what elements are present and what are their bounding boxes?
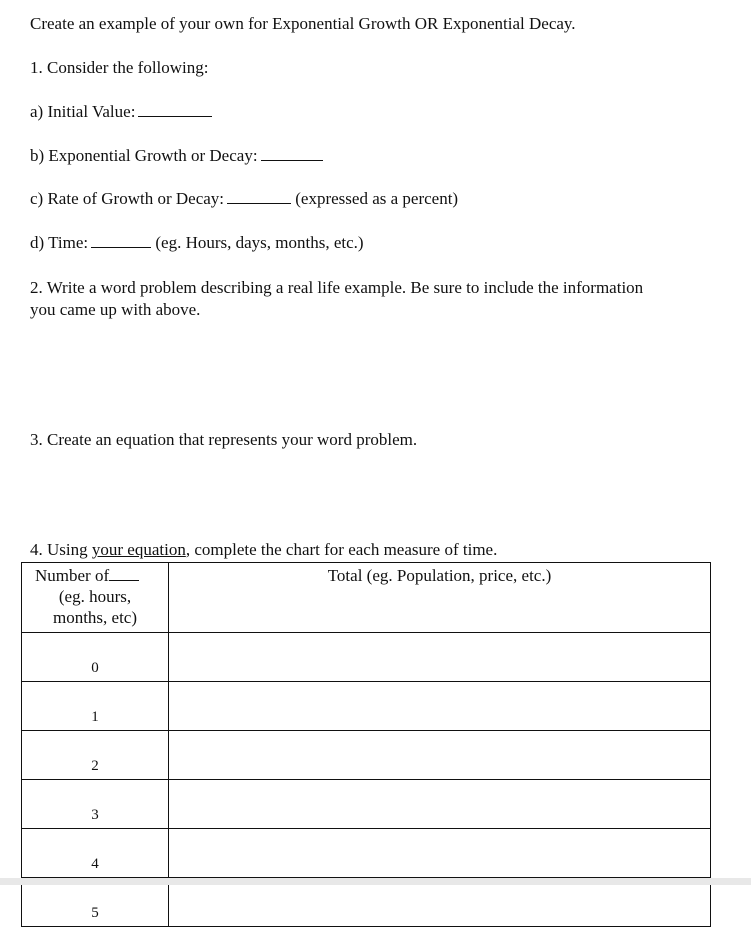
- q4-heading-underlined: your equation: [91, 540, 186, 559]
- header-total: Total (eg. Population, price, etc.): [169, 563, 711, 633]
- header-number-of-label: Number of: [35, 566, 110, 585]
- header-example-line2: months, etc): [52, 608, 138, 627]
- q1-c-row: [30, 189, 458, 209]
- q1-c-label: c) Rate of Growth or Decay:: [30, 189, 225, 208]
- growth-decay-blank[interactable]: [261, 146, 323, 161]
- time-total-table: [21, 562, 711, 927]
- initial-value-blank[interactable]: [138, 102, 212, 117]
- q2-prompt: 2. Write a word problem describing a real life example. Be sure to include the information you came up with above.: [30, 278, 644, 319]
- time-cell: 2: [22, 731, 169, 780]
- table-row: [22, 682, 711, 731]
- time-cell: 4: [22, 829, 169, 878]
- total-cell[interactable]: [169, 682, 711, 731]
- table-row: [22, 731, 711, 780]
- q1-d-row: [30, 233, 364, 253]
- q1-a-row: [30, 102, 212, 122]
- q1-d-label: d) Time:: [30, 233, 89, 252]
- total-cell[interactable]: [169, 829, 711, 878]
- q1-c-note: (expressed as a percent): [295, 189, 459, 208]
- page-title: Create an example of your own for Exponential Growth OR Exponential Decay.: [30, 14, 576, 33]
- unit-blank[interactable]: [109, 568, 139, 581]
- table-row: [22, 829, 711, 878]
- header-number-of: [22, 563, 169, 633]
- q1-b-row: [30, 146, 323, 166]
- time-cell: 1: [22, 682, 169, 731]
- time-cell: 5: [22, 878, 169, 927]
- table-row: [22, 633, 711, 682]
- table-row: [22, 780, 711, 829]
- page-bottom-edge: [0, 878, 751, 885]
- q1-b-label: b) Exponential Growth or Decay:: [30, 146, 258, 165]
- time-cell: 3: [22, 780, 169, 829]
- rate-blank[interactable]: [227, 189, 291, 204]
- q1-heading: 1. Consider the following:: [30, 58, 209, 77]
- header-example-line1: (eg. hours,: [58, 587, 132, 606]
- chart-section: [21, 540, 711, 927]
- q3-prompt: 3. Create an equation that represents your word problem.: [30, 430, 418, 449]
- table-header-row: [22, 563, 711, 633]
- q4-heading: [21, 540, 711, 560]
- q1-a-label: a) Initial Value:: [30, 102, 136, 121]
- total-cell[interactable]: [169, 731, 711, 780]
- time-cell: 0: [22, 633, 169, 682]
- total-cell[interactable]: [169, 633, 711, 682]
- total-cell[interactable]: [169, 780, 711, 829]
- q4-heading-post: , complete the chart for each measure of time.: [185, 540, 498, 559]
- q1-d-note: (eg. Hours, days, months, etc.): [155, 233, 364, 252]
- time-blank[interactable]: [91, 233, 151, 248]
- q4-heading-pre: 4. Using: [30, 540, 92, 559]
